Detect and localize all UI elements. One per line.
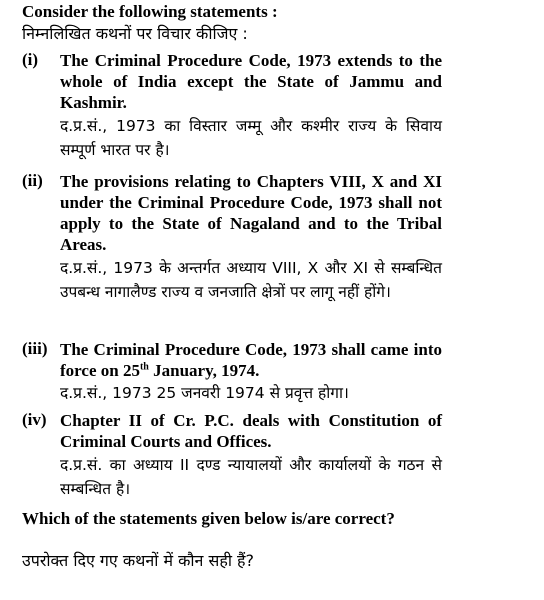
heading-english: Consider the following statements : xyxy=(22,2,278,21)
statement-hindi: द.प्र.सं., 1973 के अन्तर्गत अध्याय VIII, X और XI से सम्बन्धित उपबन्ध नागालैण्ड राज्य व जनजाति क्षेत्रों पर लागू नहीं होंगे। xyxy=(60,259,442,301)
statement-number: (iii) xyxy=(22,339,48,358)
statement-hindi: द.प्र.सं., 1973 का विस्तार जम्मू और कश्मीर राज्य के सिवाय सम्पूर्ण भारत पर है। xyxy=(60,117,442,159)
ordinal-suffix: th xyxy=(139,361,149,373)
statement-english-text-end: January, 1974. xyxy=(148,361,260,380)
statement-english-text: The Criminal Procedure Code, 1973 shall came into force on 25 xyxy=(60,340,442,380)
heading-hindi: निम्नलिखित कथनों पर विचार कीजिए : xyxy=(22,24,248,43)
question-english: Which of the statements given below is/are correct? xyxy=(22,509,395,528)
statement-english: The provisions relating to Chapters VIII, X and XI under the Criminal Procedure Code, 1973 shall not apply to the State of Nagaland and to the Tribal Areas. xyxy=(60,172,442,254)
statement-number: (ii) xyxy=(22,171,43,190)
statement-english: The Criminal Procedure Code, 1973 extends to the whole of India except the State of Jammu and Kashmir. xyxy=(60,51,442,112)
statement-english: Chapter II of Cr. P.C. deals with Constitution of Criminal Courts and Offices. xyxy=(60,411,442,451)
statement-hindi: द.प्र.सं., 1973 25 जनवरी 1974 से प्रवृत्त होगा। xyxy=(60,384,349,402)
statement-number: (iv) xyxy=(22,410,47,429)
question-hindi: उपरोक्त दिए गए कथनों में कौन सही हैं? xyxy=(22,551,255,570)
statement-hindi: द.प्र.सं. का अध्याय II दण्ड न्यायालयों और कार्यालयों के गठन से सम्बन्धित है। xyxy=(60,456,442,498)
statement-number: (i) xyxy=(22,50,39,69)
statement-english xyxy=(60,339,442,381)
